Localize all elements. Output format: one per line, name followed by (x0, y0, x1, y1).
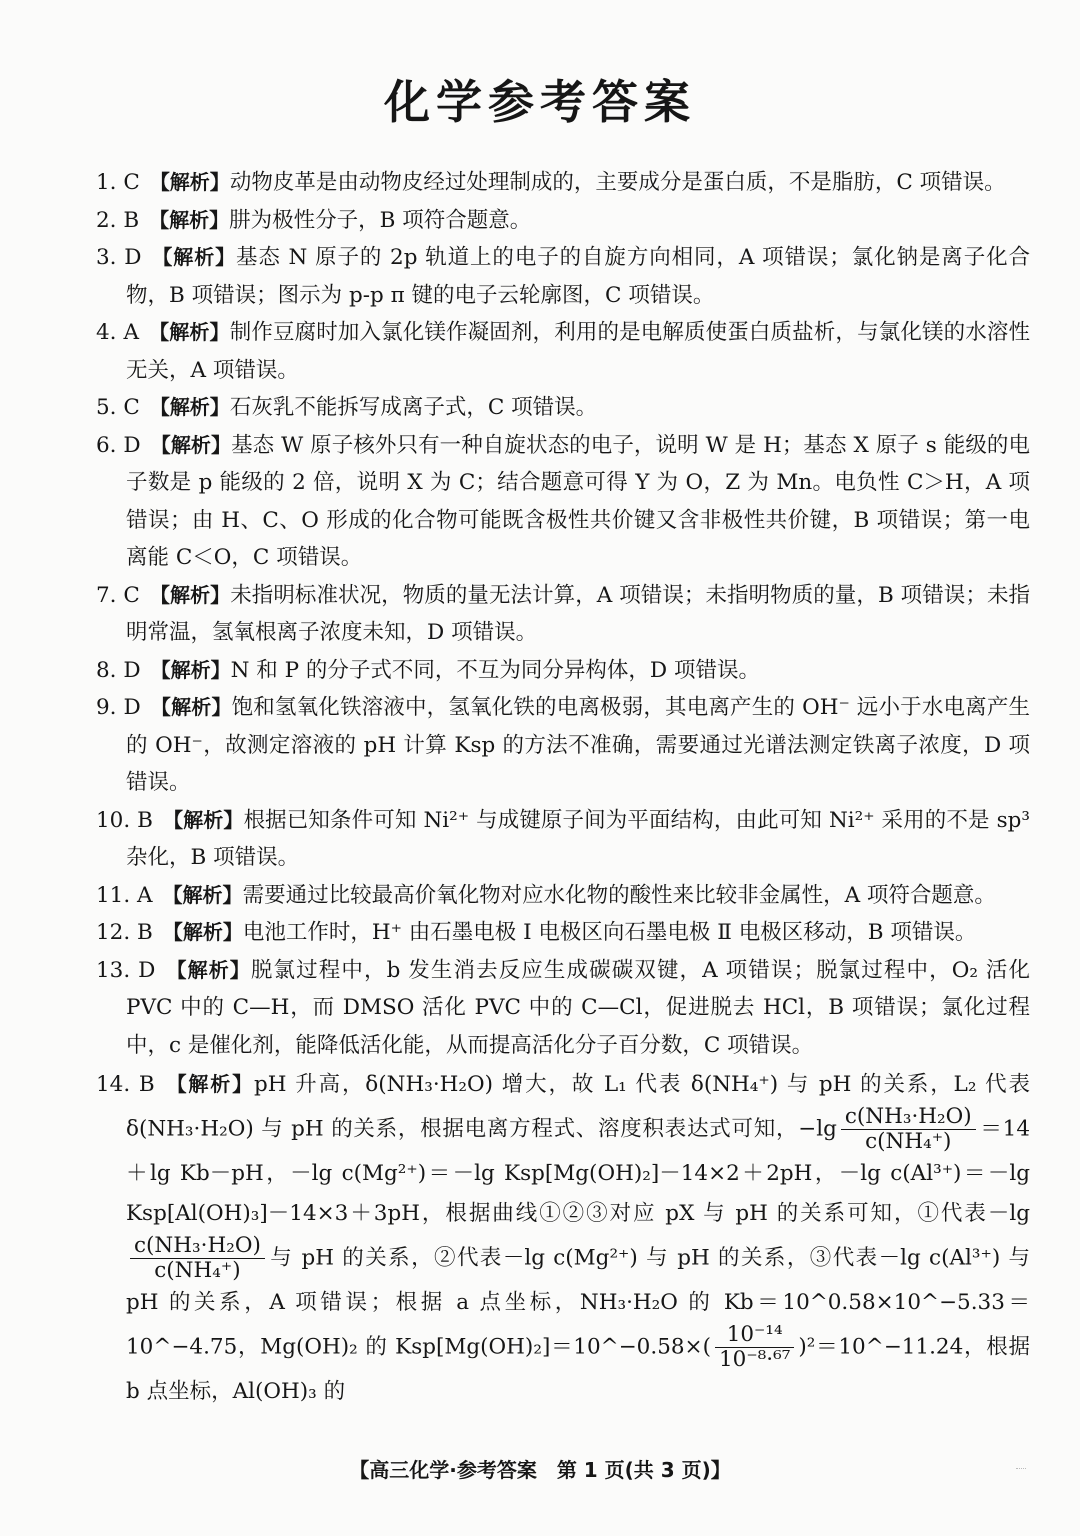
analysis-tag: 【解析】 (149, 582, 231, 607)
answer-text: 基态 N 原子的 2p 轨道上的电子的自旋方向相同，A 项错误；氯化钠是离子化合物，B 项错误；图示为 p-p π 键的电子云轮廓图，C 项错误。 (126, 245, 1031, 308)
fraction-numerator: 10⁻¹⁴ (715, 1323, 794, 1348)
answer-text: )²＝10^−11.24，根据 b 点坐标，Al(OH)₃ 的 (126, 1334, 1030, 1404)
answer-text: 饱和氢氧化铁溶液中，氢氧化铁的电离极弱，其电离产生的 OH⁻ 远小于水电离产生的 OH⁻，故测定溶液的 pH 计算 Ksp 的方法不准确，需要通过光谱法测定铁离子浓度，D 项错误。 (126, 695, 1030, 795)
answer-text: 根据已知条件可知 Ni²⁺ 与成键原子间为平面结构，由此可知 Ni²⁺ 采用的不是 sp³ 杂化，B 项错误。 (126, 807, 1031, 870)
list-item (96, 577, 1030, 652)
analysis-tag: 【解析】 (150, 657, 231, 682)
fraction-denominator: c(NH₄⁺) (865, 1129, 952, 1154)
answer-text: 需要通过比较最高价氧化物对应水化物的酸性来比较非金属性，A 项符合题意。 (242, 882, 996, 908)
answer-text: 与 pH 的关系，②代表－lg c(Mg²⁺) 与 pH 的关系，③代表－lg c(Al³⁺) 与 pH 的关系，A 项错误；根据 a 点坐标，NH₃·H₂O 的 Kb＝10^0.58×10^−5.33＝10^−4.75，Mg(OH)₂ 的 Ksp[Mg(OH)₂]＝10^−0.58×( (126, 1245, 1030, 1360)
answer-number: 8. D (96, 657, 141, 683)
fraction-numerator: c(NH₃·H₂O) (841, 1105, 976, 1130)
answer-number: 9. D (96, 695, 141, 720)
fraction-numerator: c(NH₃·H₂O) (130, 1234, 265, 1259)
answer-number: 14. B (96, 1072, 155, 1097)
answer-text: 制作豆腐时加入氯化镁作凝固剂，利用的是电解质使蛋白质盐析，与氯化镁的水溶性无关，A 项错误。 (126, 320, 1030, 383)
analysis-tag: 【解析】 (149, 170, 230, 194)
answer-text: 基态 W 原子核外只有一种自旋状态的电子，说明 W 是 H；基态 X 原子 s 能级的电子数是 p 能级的 2 倍，说明 X 为 C；结合题意可得 Y 为 O，Z 为 Mn。电负性 C＞H，A 项错误；由 H、C、O 形成的化合物可能既含极性共价键又含非极性共价键，B 项错误；第一电离能 C＜O，C 项错误。 (126, 432, 1030, 570)
list-item (96, 202, 1030, 240)
answer-text: 肼为极性分子，B 项符合题意。 (229, 207, 532, 233)
analysis-tag: 【解析】 (162, 882, 243, 907)
answer-number: 7. C (96, 582, 140, 608)
list-item (96, 914, 1030, 952)
answer-text: N 和 P 的分子式不同，不互为同分异构体，D 项错误。 (230, 657, 760, 683)
list-item (96, 314, 1030, 389)
answer-number: 3. D (96, 245, 142, 270)
answer-list (96, 164, 1030, 1412)
list-item (96, 652, 1030, 690)
analysis-tag: 【解析】 (165, 957, 251, 982)
fraction (130, 1234, 265, 1283)
scan-mark (1016, 1468, 1026, 1472)
list-item (96, 164, 1030, 202)
answer-number: 1. C (96, 170, 140, 195)
answer-number: 11. A (96, 882, 153, 908)
list-item (96, 877, 1030, 915)
list-item (96, 802, 1030, 877)
answer-number: 6. D (96, 432, 141, 458)
answer-number: 12. B (96, 920, 153, 945)
analysis-tag: 【解析】 (162, 920, 243, 944)
page-footer: 【高三化学·参考答案 第 1 页(共 3 页)】 (349, 1458, 731, 1482)
analysis-tag: 【解析】 (149, 207, 230, 232)
answer-text: pH 升高，δ(NH₃·H₂O) 增大，故 L₁ 代表 δ(NH₄⁺) 与 pH 的关系，L₂ 代表 δ(NH₃·H₂O) 与 pH 的关系，根据电离方程式、溶度积表达式可知，−lg (126, 1072, 1031, 1142)
analysis-tag: 【解析】 (164, 1072, 255, 1096)
analysis-tag: 【解析】 (151, 245, 237, 269)
analysis-tag: 【解析】 (150, 432, 232, 457)
list-item (96, 427, 1030, 577)
fraction-denominator: c(NH₄⁺) (154, 1258, 241, 1283)
answer-text: 石灰乳不能拆写成离子式，C 项错误。 (229, 395, 598, 420)
analysis-tag: 【解析】 (149, 320, 230, 344)
fraction-denominator: 10⁻⁸·⁶⁷ (718, 1347, 791, 1372)
list-item (96, 239, 1030, 314)
fraction (715, 1323, 794, 1372)
answer-number: 13. D (96, 957, 156, 983)
analysis-tag: 【解析】 (162, 807, 244, 832)
answer-text: ＝14＋lg Kb－pH，－lg c(Mg²⁺)＝－lg Ksp[Mg(OH)₂]－14×2＋2pH，－lg c(Al³⁺)＝－lg Ksp[Al(OH)₃]－14×3＋3pH，根据曲线①②③对应 pX 与 pH 的关系可知，①代表－lg (126, 1116, 1031, 1226)
answer-text: 动物皮革是由动物皮经过处理制成的，主要成分是蛋白质，不是脂肪，C 项错误。 (229, 170, 1006, 195)
analysis-tag: 【解析】 (150, 695, 232, 719)
list-item-14 (96, 1064, 1030, 1412)
fraction (841, 1105, 976, 1154)
list-item (96, 952, 1030, 1065)
answer-text: 电池工作时，H⁺ 由石墨电极 Ⅰ 电极区向石墨电极 Ⅱ 电极区移动，B 项错误。 (242, 920, 977, 945)
analysis-tag: 【解析】 (149, 395, 230, 419)
answer-number: 2. B (96, 207, 140, 233)
answer-number: 4. A (96, 320, 140, 345)
page-title: 化学参考答案 (384, 75, 696, 129)
list-item (96, 389, 1030, 427)
answer-number: 10. B (96, 807, 153, 833)
list-item (96, 689, 1030, 802)
answer-number: 5. C (96, 395, 140, 420)
answer-text: 脱氯过程中，b 发生消去反应生成碳碳双键，A 项错误；脱氯过程中，O₂ 活化 PVC 中的 C—H，而 DMSO 活化 PVC 中的 C—Cl，促进脱去 HCl，B 项错误；氯化过程中，c 是催化剂，能降低活化能，从而提高活化分子百分数，C 项错误。 (126, 957, 1031, 1058)
answer-text: 未指明标准状况，物质的量无法计算，A 项错误；未指明物质的量，B 项错误；未指明常温，氢氧根离子浓度未知，D 项错误。 (126, 582, 1031, 645)
